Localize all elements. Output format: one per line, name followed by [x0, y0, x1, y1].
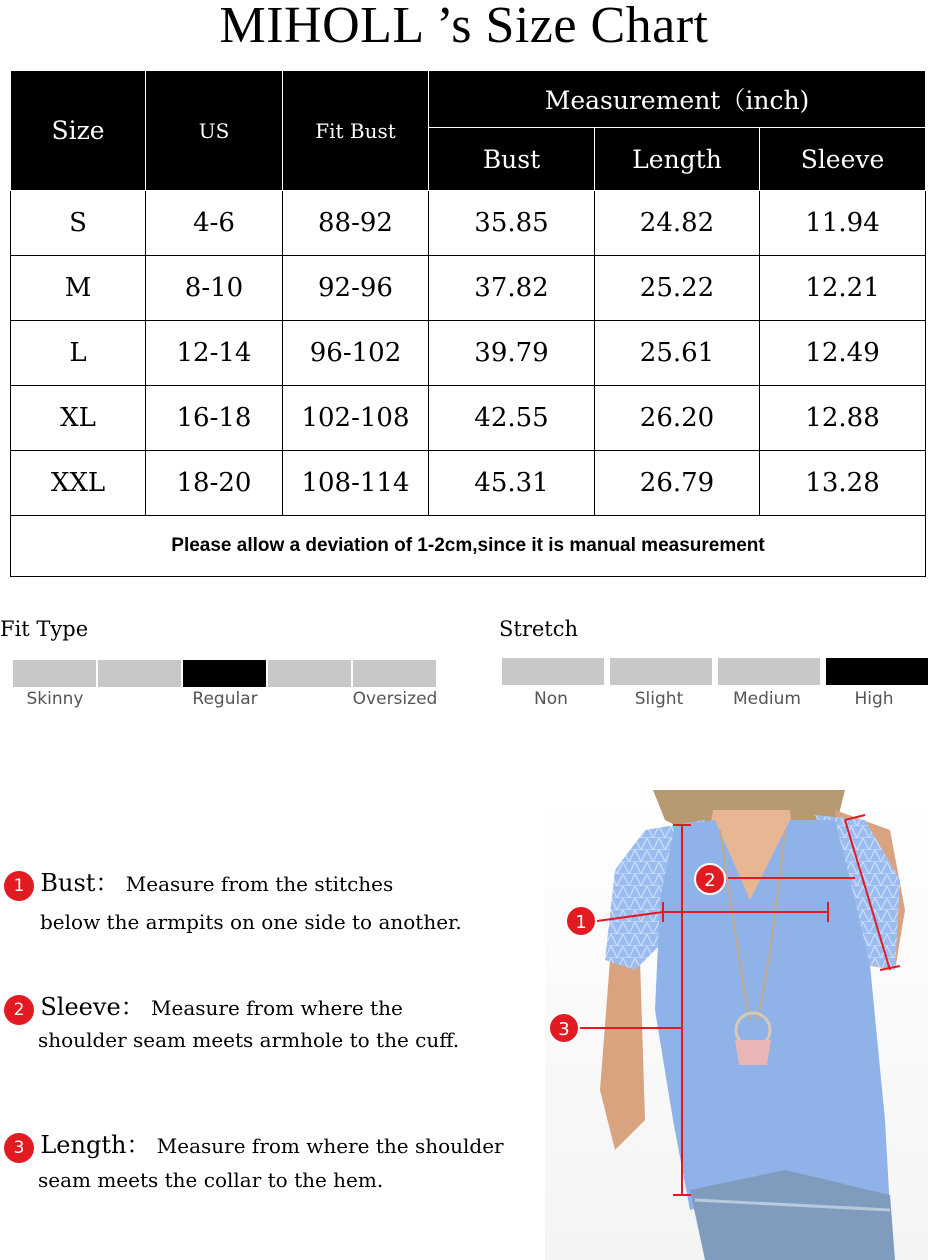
cell-us: 16-18 [146, 386, 283, 451]
stretch-segment [826, 658, 928, 685]
cell-size: S [11, 191, 146, 256]
stretch-segment [610, 658, 712, 685]
cell-bust: 42.55 [429, 386, 595, 451]
header-sleeve: Sleeve [760, 128, 926, 191]
cell-us: 4-6 [146, 191, 283, 256]
cell-length: 24.82 [595, 191, 760, 256]
number-badge: 2 [4, 995, 34, 1025]
stretch-tick-slight: Slight [634, 689, 684, 709]
photo-badge-3: 3 [548, 1012, 580, 1044]
fit-tick-skinny: Skinny [26, 689, 84, 709]
definition-sleeve [0, 992, 459, 1055]
header-us: US [146, 71, 283, 191]
fit-tick-regular: Regular [192, 689, 258, 709]
table-row [11, 386, 926, 451]
fit-type-segment [13, 660, 96, 687]
chart-title: MIHOLL ’s Size Chart [219, 0, 709, 54]
header-fit-bust: Fit Bust [283, 71, 429, 191]
definition-bust [0, 868, 462, 937]
header-bust: Bust [429, 128, 595, 191]
table-row [11, 321, 926, 386]
stretch-tick-medium: Medium [733, 689, 801, 709]
fit-type-segment [353, 660, 436, 687]
definition-term: Length： [40, 1131, 151, 1159]
definition-text-2: below the armpits on one side to another. [40, 909, 462, 934]
definition-text-2: seam meets the collar to the hem. [38, 1167, 384, 1192]
cell-us: 8-10 [146, 256, 283, 321]
cell-fit-bust: 96-102 [283, 321, 429, 386]
cell-size: XXL [11, 451, 146, 516]
cell-size: M [11, 256, 146, 321]
tassel [735, 1040, 771, 1065]
cell-bust: 45.31 [429, 451, 595, 516]
fit-type-segment [183, 660, 266, 687]
fit-type-segment [268, 660, 351, 687]
cell-us: 18-20 [146, 451, 283, 516]
definition-text: Measure from where the shoulder [156, 1134, 504, 1158]
cell-sleeve: 11.94 [760, 191, 926, 256]
size-table [10, 70, 926, 577]
definition-term: Bust： [40, 869, 120, 897]
definition-text-2: shoulder seam meets armhole to the cuff. [38, 1027, 460, 1052]
cell-fit-bust: 108-114 [283, 451, 429, 516]
cell-bust: 39.79 [429, 321, 595, 386]
model-photo [545, 790, 928, 1260]
cell-length: 26.20 [595, 386, 760, 451]
stretch-tick-non: Non [534, 689, 568, 709]
table-row [11, 451, 926, 516]
cell-size: XL [11, 386, 146, 451]
cell-fit-bust: 102-108 [283, 386, 429, 451]
cell-fit-bust: 92-96 [283, 256, 429, 321]
fit-type-label: Fit Type [0, 617, 89, 641]
definition-text: Measure from where the [151, 996, 403, 1020]
cell-sleeve: 12.21 [760, 256, 926, 321]
number-badge: 3 [4, 1133, 34, 1163]
cell-sleeve: 12.49 [760, 321, 926, 386]
stretch-tick-high: High [854, 689, 894, 709]
cell-us: 12-14 [146, 321, 283, 386]
cell-length: 25.22 [595, 256, 760, 321]
cell-length: 26.79 [595, 451, 760, 516]
definition-text: Measure from the stitches [125, 872, 394, 896]
fit-type-segment [98, 660, 181, 687]
fit-tick-oversized: Oversized [352, 689, 438, 709]
header-length: Length [595, 128, 760, 191]
stretch-segment [502, 658, 604, 685]
header-measurement: Measurement（inch) [429, 71, 926, 128]
cell-bust: 37.82 [429, 256, 595, 321]
stretch-label: Stretch [499, 617, 579, 641]
photo-badge-2: 2 [694, 863, 726, 895]
table-row [11, 191, 926, 256]
definition-term: Sleeve： [40, 993, 145, 1021]
deviation-note: Please allow a deviation of 1-2cm,since it is manual measurement [11, 516, 926, 577]
table-row [11, 256, 926, 321]
stretch-segment [718, 658, 820, 685]
definition-length [0, 1130, 504, 1195]
cell-size: L [11, 321, 146, 386]
header-size: Size [11, 71, 146, 191]
cell-length: 25.61 [595, 321, 760, 386]
cell-sleeve: 12.88 [760, 386, 926, 451]
cell-fit-bust: 88-92 [283, 191, 429, 256]
cell-sleeve: 13.28 [760, 451, 926, 516]
photo-badge-1: 1 [565, 905, 597, 937]
number-badge: 1 [4, 871, 34, 901]
cell-bust: 35.85 [429, 191, 595, 256]
